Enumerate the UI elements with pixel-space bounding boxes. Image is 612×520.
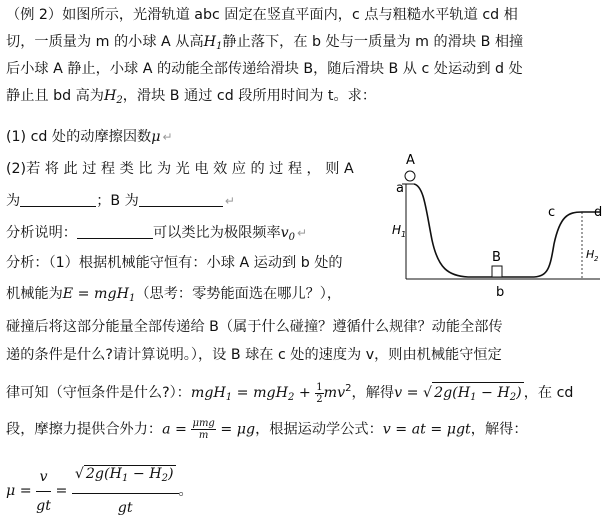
- label-c: c: [548, 205, 556, 220]
- analysis-line-2: 机械能为E = mgH$_1$（思考：零势能面选在哪儿？），: [6, 286, 342, 304]
- label-H2-sub: 2: [594, 255, 599, 263]
- question-2-blanks: 为 ；B 为 ↵: [6, 193, 235, 209]
- label-H1-sub: 1: [401, 230, 407, 239]
- problem-line-4: 静止且 bd 高为$H_2$，滑块 B 通过 cd 段所用时间为 t。求：: [6, 88, 377, 106]
- blank-A: [20, 192, 96, 207]
- label-A: A: [406, 153, 415, 168]
- label-H1: H: [392, 223, 402, 237]
- question-1: (1) cd 处的动摩擦因数μ ↵: [6, 129, 173, 145]
- analysis-line-3: 碰撞后将这部分能量全部传递给 B（属于什么碰撞？遵循什么规律？动能全部传: [6, 319, 503, 335]
- ball-A: [405, 171, 415, 181]
- analysis-line-6: 段，摩擦力提供合外力：a = $\frac{\text{μmg}}{m}$ = μg，根据运动学公式：v = at = μgt，解得：: [6, 418, 528, 441]
- label-B: B: [492, 250, 501, 265]
- block-B: [492, 266, 502, 277]
- final-result: μ = $\frac{v}{gt}$ = $\frac{√ 2g(H_1 - H_2)}{gt}$ 。: [6, 462, 193, 520]
- analysis-line-4: 递的条件是什么?请计算说明。），设 B 球在 c 处的速度为 v，则由机械能守恒定: [6, 347, 502, 363]
- blank-B: [139, 192, 223, 207]
- blank-note: [77, 224, 153, 239]
- analysis-line-1: 分析：（1）根据机械能守恒有：小球 A 运动到 b 处的: [6, 255, 343, 271]
- track-diagram: [388, 150, 610, 300]
- analysis-note: 分析说明： 可以类比为极限频率$v_0$ ↵: [6, 225, 308, 243]
- label-b: b: [496, 285, 505, 300]
- problem-line-2: 切，一质量为 m 的小球 A 从高$H_1$静止落下，在 b 处与一质量为 m 的滑块 B 相撞: [6, 34, 524, 52]
- label-d: d: [594, 205, 603, 220]
- analysis-line-5: 律可知（守恒条件是什么?）：mgH$_1$ = mgH$_2$ + $\frac{1}{2}$ $mv^2$，解得v = √ $2g(H_1 - H_2)$ ，在 cd: [6, 379, 573, 408]
- question-2: (2)若 将 此 过 程 类 比 为 光 电 效 应 的 过 程 ， 则 A: [6, 161, 354, 177]
- problem-line-1: （例 2）如图所示，光滑轨道 abc 固定在竖直平面内，c 点与粗糙水平轨道 cd 相: [6, 7, 518, 23]
- label-a: a: [396, 181, 404, 196]
- problem-line-3: 后小球 A 静止，小球 A 的动能全部传递给滑块 B，随后滑块 B 从 c 处运动到 d 处: [6, 61, 523, 77]
- label-H2: H: [586, 248, 595, 261]
